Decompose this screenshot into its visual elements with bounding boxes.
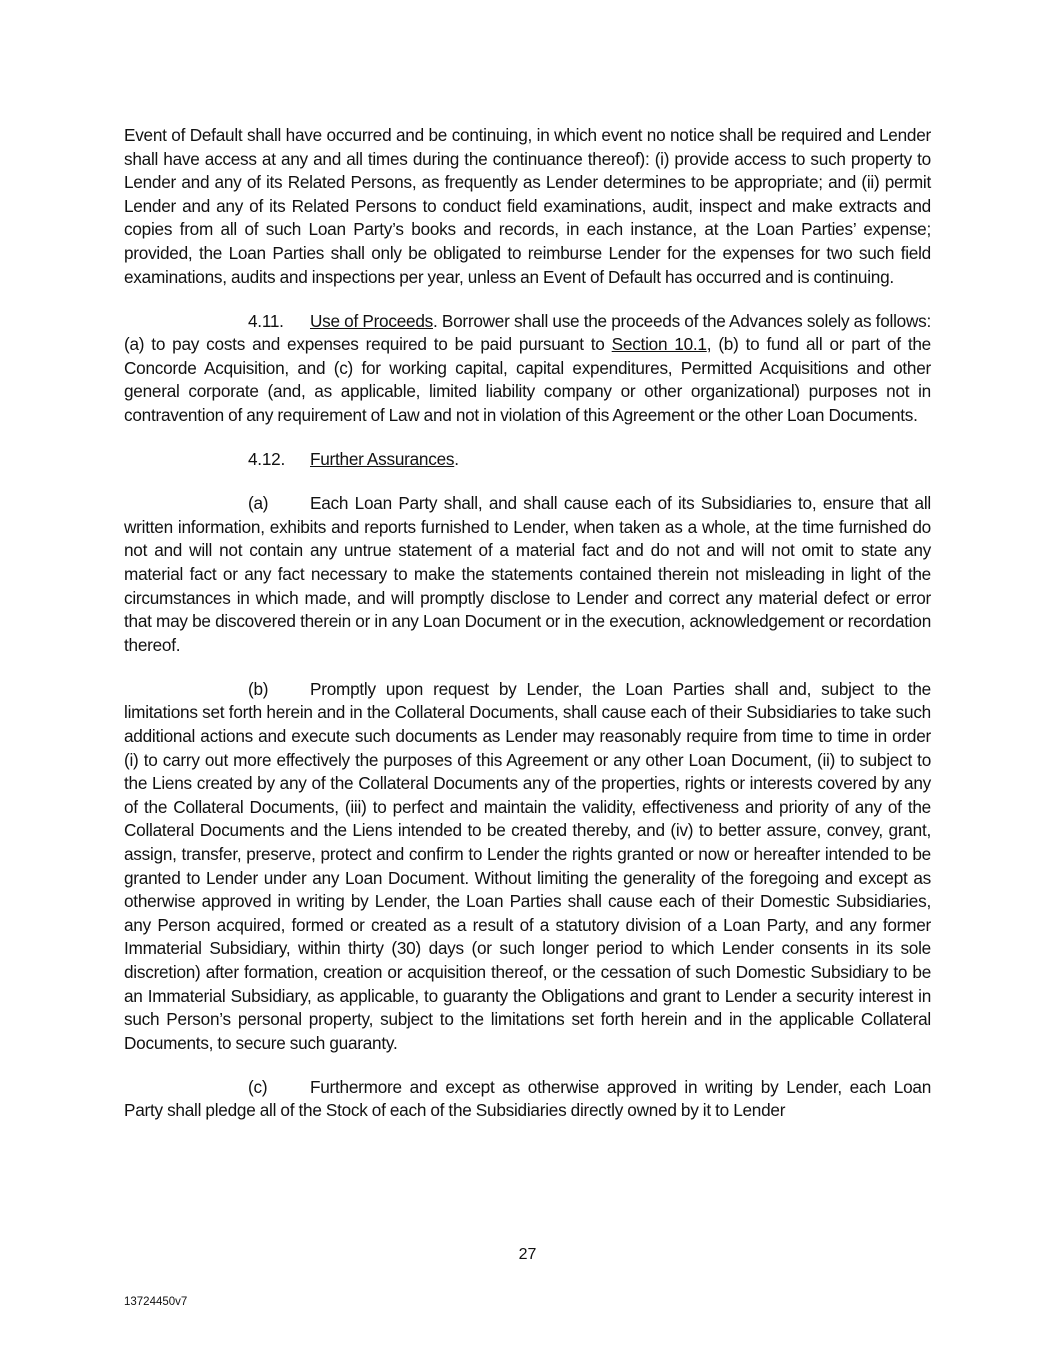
section-number: 4.11. <box>248 310 284 331</box>
subsection-text: Each Loan Party shall, and shall cause each of its Subsidiaries to, ensure that all written information, exhibits and reports furnished to Lender, when taken as a whole, at the time furnished do not and will not contain any untrue statement of a material fact and do not and will not omit to state any material fact or any fact necessary to make the statements contained therein not misleading in light of the circumstances in which made, and will promptly disclose to Lender and correct any material defect or error that may be discovered therein or in any Loan Document or in the execution, acknowledgement or recordation thereof. <box>124 493 931 655</box>
subsection-text: Promptly upon request by Lender, the Loan Parties shall and, subject to the limitations set forth herein and in the Collateral Documents, shall cause each of their Subsidiaries to take such additional actions and execute such documents as Lender may reasonably require from time to time in order (i) to carry out more effectively the purposes of this Agreement or any other Loan Document, (ii) to subject to the Liens created by any of the Collateral Documents any of the properties, rights or interests covered by any of the Collateral Documents, (iii) to perfect and maintain the validity, effectiveness and priority of any of the Collateral Documents and the Liens intended to be created thereby, and (iv) to better assure, convey, grant, assign, transfer, preserve, protect and confirm to Lender the rights granted or now or hereafter intended to be granted to Lender under any Loan Document. Without limiting the generality of the foregoing and except as otherwise approved in writing by Lender, the Loan Parties shall cause each of their Domestic Subsidiaries, any Person acquired, formed or created as a result of a statutory division of a Loan Party, and any former Immaterial Subsidiary, within thirty (30) days (or such longer period to which Lender consents in its sole discretion) after formation, creation or acquisition thereof, or the cessation of such Domestic Subsidiary to be an Immaterial Subsidiary, as applicable, to guaranty the Obligations and grant to Lender a security interest in such Person’s personal property, subject to the limitations set forth herein and in the applicable Collateral Documents, to secure such guaranty. <box>124 678 931 1053</box>
section-text-part-1: . Borrower shall use the proceeds of the Advances solely as follows: (a) to pay costs and expenses required to be paid pursuant to <box>124 310 931 355</box>
page-number: 27 <box>518 1246 537 1263</box>
section-number: 4.12. <box>248 449 285 470</box>
subsection-label: (a) <box>248 493 269 514</box>
subsection-c <box>124 1076 931 1123</box>
subsection-label: (c) <box>248 1076 268 1097</box>
document-body <box>124 124 931 1144</box>
subsection-a <box>124 492 931 657</box>
subsection-label: (b) <box>248 678 269 699</box>
section-text-part-2: , (b) to fund all or part of the Concorde Acquisition, and (c) for working capital, capital expenditures, Permitted Acquisitions and other general corporate (and, as applicable, limited liability company or other organizational) purposes not in contravention of any requirement of Law and not in violation of this Agreement or the other Loan Documents. <box>124 334 931 426</box>
section-10-1-reference: Section 10.1 <box>611 334 707 355</box>
document-id: 13724450v7 <box>124 1296 188 1308</box>
subsection-b <box>124 678 931 1056</box>
section-heading: Further Assurances <box>310 449 455 470</box>
paragraph-text: Event of Default shall have occurred and be continuing, in which event no notice shall be required and Lender shall have access at any and all times during the continuance thereof): (i) provide access to such property to Lender and any of its Related Persons, as frequently as Lender determines to be appropriate; and (ii) permit Lender and any of its Related Persons to conduct field examinations, audit, inspect and make extracts and copies from all of such Loan Party’s books and records, in each instance, at the Loan Parties’ expense; provided, the Loan Parties shall only be obligated to reimburse Lender for the expenses for two such field examinations, audits and inspections per year, unless an Event of Default has occurred and is continuing. <box>124 125 931 287</box>
subsection-text: Furthermore and except as otherwise approved in writing by Lender, each Loan Party shall pledge all of the Stock of each of the Subsidiaries directly owned by it to Lender <box>124 1076 931 1121</box>
paragraph-inspection-rights <box>124 124 931 289</box>
section-4-12-further-assurances <box>124 448 931 472</box>
section-4-11-use-of-proceeds <box>124 310 931 428</box>
section-heading: Use of Proceeds <box>310 310 433 331</box>
section-heading-suffix: . <box>454 449 459 470</box>
